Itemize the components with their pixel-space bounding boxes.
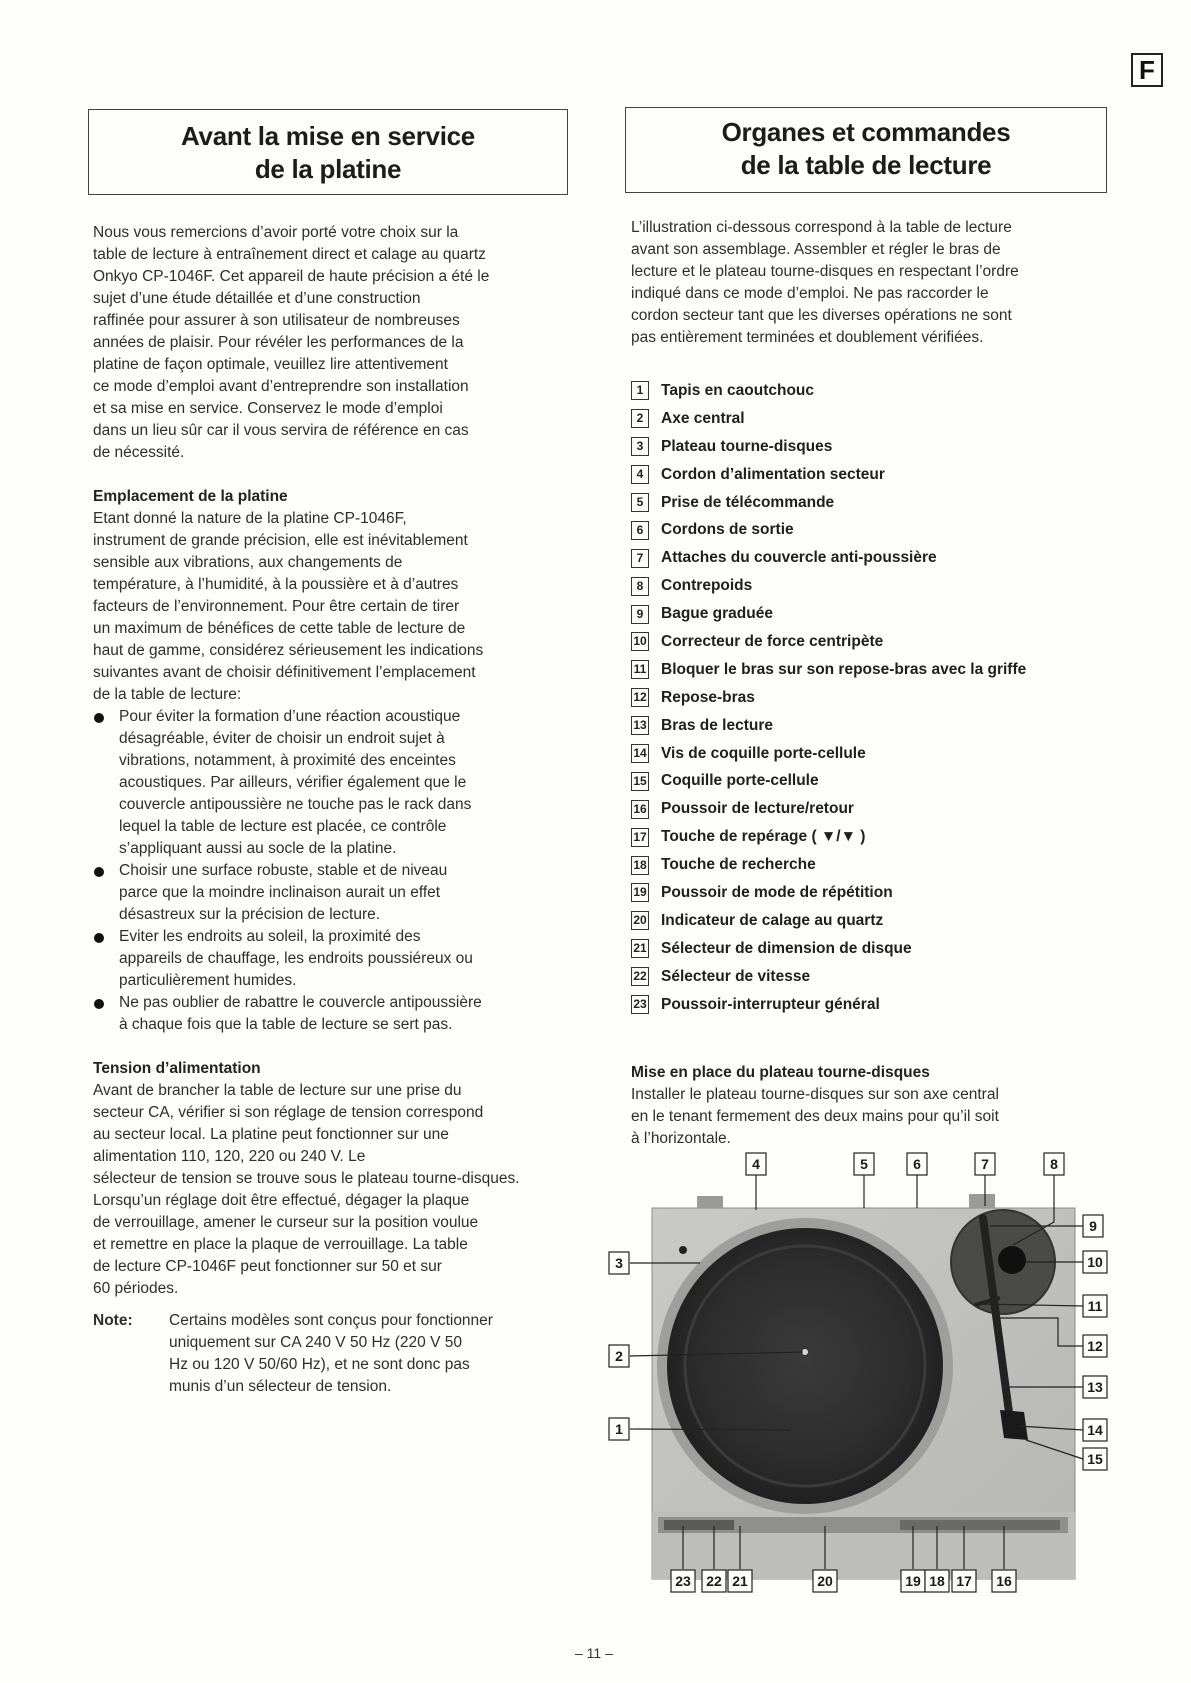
callout-8: 8 — [1050, 1156, 1058, 1172]
part-number-badge: 5 — [631, 493, 649, 512]
part-number-badge: 19 — [631, 883, 649, 902]
part-number-badge: 2 — [631, 409, 649, 428]
part-label: Tapis en caoutchouc — [661, 381, 815, 399]
part-label: Plateau tourne-disques — [661, 437, 833, 455]
page-number: – 11 – — [575, 1645, 613, 1661]
left-title-line-1: Avant la mise en service — [181, 121, 475, 151]
note-line: munis d’un sélecteur de tension. — [169, 1378, 392, 1395]
callout-12: 12 — [1087, 1338, 1103, 1354]
intro-line: table de lecture à entraînement direct et calage au quartz — [93, 246, 486, 263]
placement-line: instrument de grande précision, elle est inévitablement — [93, 532, 468, 549]
intro-line: et sa mise en service. Conservez le mode d’emploi — [93, 400, 443, 417]
part-number-badge: 15 — [631, 772, 649, 791]
callout-18: 18 — [929, 1573, 945, 1589]
placement-line: suivantes avant de choisir définitivement l’emplacement — [93, 664, 476, 681]
part-label: Poussoir-interrupteur général — [661, 995, 880, 1013]
part-label: Indicateur de calage au quartz — [661, 911, 884, 929]
part-label: Coquille porte-cellule — [661, 772, 819, 790]
part-number-badge: 3 — [631, 437, 649, 456]
part-number-badge: 8 — [631, 577, 649, 596]
part-number-badge: 13 — [631, 716, 649, 735]
part-number-badge: 17 — [631, 828, 649, 847]
part-label: Cordons de sortie — [661, 521, 794, 539]
part-label: Sélecteur de dimension de disque — [661, 939, 912, 957]
power-line: secteur CA, vérifier si son réglage de tension correspond — [93, 1104, 484, 1121]
bullet-line: vibrations, notamment, à proximité des enceintes — [119, 752, 456, 769]
note-line: Hz ou 120 V 50/60 Hz), et ne sont donc pas — [169, 1356, 470, 1373]
bullet-line: appareils de chauffage, les endroits poussiéreux ou — [119, 950, 473, 967]
bullet-line: Choisir une surface robuste, stable et de niveau — [119, 862, 448, 879]
power-heading: Tension d’alimentation — [93, 1060, 261, 1077]
intro-line: de nécessité. — [93, 444, 185, 461]
power-line: de lecture CP-1046F peut fonctionner sur 50 et sur — [93, 1258, 442, 1275]
power-line: Avant de brancher la table de lecture sur une prise du — [93, 1082, 462, 1099]
placement-line: haut de gamme, considérez sérieusement les indications — [93, 642, 484, 659]
part-label: Cordon d’alimentation secteur — [661, 465, 885, 483]
part-label: Repose-bras — [661, 688, 755, 706]
part-label: Poussoir de mode de répétition — [661, 883, 893, 901]
callout-21: 21 — [732, 1573, 748, 1589]
part-number-badge: 12 — [631, 688, 649, 707]
callout-9: 9 — [1089, 1218, 1097, 1234]
callout-3: 3 — [615, 1255, 623, 1271]
part-label: Correcteur de force centripète — [661, 632, 884, 650]
part-label: Bloquer le bras sur son repose-bras avec la griffe — [661, 660, 1027, 678]
part-number-badge: 21 — [631, 939, 649, 958]
part-label: Prise de télécommande — [661, 493, 835, 511]
placement-line: température, à l’humidité, à la poussière et à d’autres — [93, 576, 459, 593]
platter-line: en le tenant fermement des deux mains pour qu’il soit — [631, 1108, 999, 1126]
intro-line: platine de façon optimale, veuillez lire attentivement — [93, 356, 448, 373]
intro-line: années de plaisir. Pour révéler les performances de la — [93, 334, 464, 351]
part-number-badge: 23 — [631, 995, 649, 1014]
note-line: uniquement sur CA 240 V 50 Hz (220 V 50 — [169, 1334, 462, 1351]
power-line: au secteur local. La platine peut fonctionner sur une — [93, 1126, 449, 1143]
right-intro-line: pas entièrement terminées et doublement vérifiées. — [631, 329, 984, 346]
placement-line: sensible aux vibrations, aux changements de — [93, 554, 403, 571]
right-intro-line: L’illustration ci-dessous correspond à la table de lecture — [631, 219, 1012, 236]
callout-22: 22 — [706, 1573, 722, 1589]
bullet-line: parce que la moindre inclinaison aurait un effet — [119, 884, 441, 901]
part-number-badge: 6 — [631, 521, 649, 540]
part-label: Vis de coquille porte-cellule — [661, 744, 866, 762]
part-number-badge: 9 — [631, 605, 649, 624]
part-label: Sélecteur de vitesse — [661, 967, 811, 985]
callout-13: 13 — [1087, 1379, 1103, 1395]
leader-1 — [630, 1429, 790, 1430]
placement-line: un maximum de bénéfices de cette table de lecture de — [93, 620, 466, 637]
bullet-line: désastreux sur la précision de lecture. — [119, 906, 381, 923]
callout-4: 4 — [752, 1156, 760, 1172]
callout-15: 15 — [1087, 1451, 1103, 1467]
intro-line: ce mode d’emploi avant d’entreprendre son installation — [93, 378, 469, 395]
part-label: Touche de repérage ( ▼/▼ ) — [661, 828, 866, 846]
left-title-line-2: de la platine — [254, 154, 402, 184]
leader-15 — [1026, 1440, 1083, 1459]
intro-line: Nous vous remercions d’avoir porté votre choix sur la — [93, 224, 459, 241]
callout-7: 7 — [981, 1156, 989, 1172]
platter-line: Installer le plateau tourne-disques sur son axe central — [631, 1086, 999, 1104]
placement-line: Etant donné la nature de la platine CP-1046F, — [93, 510, 407, 527]
right-intro-line: lecture et le plateau tourne-disques en respectant l’ordre — [631, 263, 1019, 280]
leader-2 — [630, 1352, 803, 1356]
platter-line: à l’horizontale. — [631, 1130, 731, 1148]
platter-heading: Mise en place du plateau tourne-disques — [631, 1064, 930, 1082]
part-label: Attaches du couvercle anti-poussière — [661, 549, 937, 567]
bullet-line: Ne pas oublier de rabattre le couvercle antipoussière — [119, 994, 482, 1011]
right-intro-line: avant son assemblage. Assembler et régler le bras de — [631, 241, 1001, 258]
callout-20: 20 — [817, 1573, 833, 1589]
callout-19: 19 — [905, 1573, 921, 1589]
intro-line: Onkyo CP-1046F. Cet appareil de haute précision a été le — [93, 268, 490, 285]
placement-line: de la table de lecture: — [93, 686, 242, 703]
part-number-badge: 22 — [631, 967, 649, 986]
bullet-line: acoustiques. Par ailleurs, vérifier également que le — [119, 774, 467, 791]
placement-heading: Emplacement de la platine — [93, 488, 288, 505]
part-number-badge: 11 — [631, 660, 649, 679]
placement-line: facteurs de l’environnement. Pour être certain de tirer — [93, 598, 460, 615]
callout-5: 5 — [860, 1156, 868, 1172]
part-number-badge: 18 — [631, 856, 649, 875]
right-title-line-1: Organes et commandes — [721, 117, 1011, 147]
callout-23: 23 — [675, 1573, 691, 1589]
leader-11 — [980, 1304, 1083, 1306]
bullet-line: à chaque fois que la table de lecture se sert pas. — [119, 1016, 453, 1033]
right-title-line-2: de la table de lecture — [740, 150, 992, 180]
leader-8 — [1013, 1174, 1054, 1245]
part-number-badge: 7 — [631, 549, 649, 568]
intro-line: raffinée pour assurer à son utilisateur de nombreuses — [93, 312, 460, 329]
part-label: Contrepoids — [661, 577, 753, 595]
power-line: Lorsqu’un réglage doit être effectué, dégager la plaque — [93, 1192, 470, 1209]
bullet-line: s’appliquant aussi au socle de la platine. — [119, 840, 397, 857]
callout-11: 11 — [1087, 1298, 1103, 1314]
bullet-line: Eviter les endroits au soleil, la proximité des — [119, 928, 421, 945]
callout-17: 17 — [956, 1573, 972, 1589]
bullet-line: Pour éviter la formation d’une réaction acoustique — [119, 708, 461, 725]
callout-2: 2 — [615, 1348, 623, 1364]
callout-16: 16 — [996, 1573, 1012, 1589]
part-number-badge: 4 — [631, 465, 649, 484]
callout-1: 1 — [615, 1421, 623, 1437]
note-line: Certains modèles sont conçus pour fonctionner — [169, 1312, 493, 1329]
part-number-badge: 14 — [631, 744, 649, 763]
right-intro-line: cordon secteur tant que les diverses opérations ne sont — [631, 307, 1012, 324]
part-label: Bras de lecture — [661, 716, 773, 734]
callout-14: 14 — [1087, 1422, 1103, 1438]
power-line: sélecteur de tension se trouve sous le plateau tourne-disques. — [93, 1170, 520, 1187]
part-label: Poussoir de lecture/retour — [661, 800, 854, 818]
power-line: 60 périodes. — [93, 1280, 179, 1297]
bullet-line: couvercle antipoussière ne touche pas le rack dans — [119, 796, 472, 813]
part-number-badge: 1 — [631, 381, 649, 400]
part-label: Bague graduée — [661, 605, 773, 623]
part-label: Axe central — [661, 409, 745, 427]
leader-12 — [1000, 1318, 1083, 1346]
bullet-line: particulièrement humides. — [119, 972, 297, 989]
intro-line: sujet d’une étude détaillée et d’une construction — [93, 290, 421, 307]
power-line: alimentation 110, 120, 220 ou 240 V. Le — [93, 1148, 366, 1165]
part-number-badge: 10 — [631, 632, 649, 651]
part-label: Touche de recherche — [661, 856, 816, 874]
power-line: de verrouillage, amener le curseur sur la position voulue — [93, 1214, 479, 1231]
bullet-line: désagréable, éviter de choisir un endroit sujet à — [119, 730, 445, 747]
callout-10: 10 — [1087, 1254, 1103, 1270]
part-number-badge: 16 — [631, 800, 649, 819]
leader-14 — [1018, 1426, 1083, 1430]
bullet-line: lequel la table de lecture est placée, ce contrôle — [119, 818, 447, 835]
part-number-badge: 20 — [631, 911, 649, 930]
power-line: et remettre en place la plaque de verrouillage. La table — [93, 1236, 468, 1253]
callout-6: 6 — [913, 1156, 921, 1172]
page-language-tag: F — [1131, 53, 1163, 87]
note-label: Note: — [93, 1312, 133, 1329]
intro-line: dans un lieu sûr car il vous servira de référence en cas — [93, 422, 469, 439]
right-intro-line: indiqué dans ce mode d’emploi. Ne pas raccorder le — [631, 285, 989, 302]
